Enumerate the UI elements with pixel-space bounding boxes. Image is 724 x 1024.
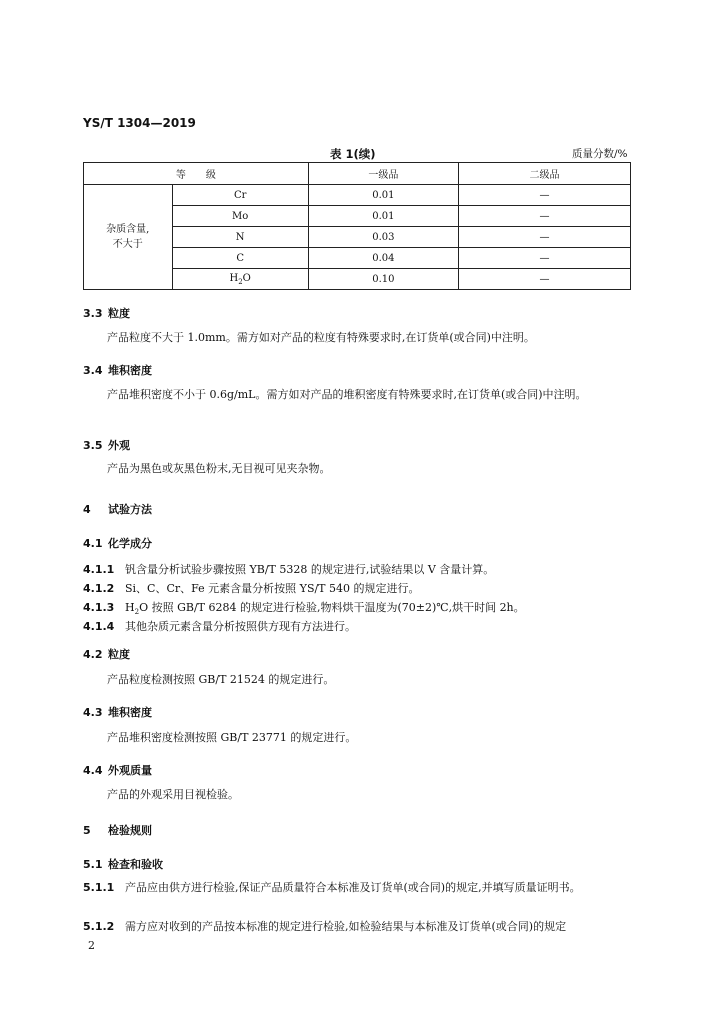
- item-4-1-1: 4.1.1 钒含量分析试验步骤按照 YB/T 5328 的规定进行,试验结果以 V 含量计算。: [83, 563, 495, 576]
- second-grade-value: —: [459, 227, 631, 248]
- section-4-2-text: 产品粒度检测按照 GB/T 21524 的规定进行。: [107, 673, 335, 686]
- second-grade-value: —: [459, 185, 631, 206]
- group-label-line1: 杂质含量,: [106, 224, 150, 235]
- page-number: 2: [88, 939, 95, 952]
- element-cell: N: [172, 227, 308, 248]
- section-4-4-text: 产品的外观采用目视检验。: [107, 788, 239, 801]
- impurity-table: [83, 162, 631, 290]
- table-header-row: [84, 163, 631, 185]
- section-4-3-text: 产品堆积密度检测按照 GB/T 23771 的规定进行。: [107, 731, 357, 744]
- section-4-heading: 4 试验方法: [83, 503, 152, 516]
- first-grade-value: 0.01: [308, 185, 458, 206]
- item-4-1-2: 4.1.2 Si、C、Cr、Fe 元素含量分析按照 YS/T 540 的规定进行。: [83, 582, 420, 595]
- header-second-grade: 二级品: [459, 163, 631, 185]
- section-3-5-text: 产品为黑色或灰黑色粉末,无目视可见夹杂物。: [107, 462, 331, 475]
- group-label: [84, 185, 173, 290]
- header-grade: 等 级: [84, 163, 309, 185]
- section-3-5-heading: 3.5 外观: [83, 439, 130, 452]
- first-grade-value: 0.04: [308, 248, 458, 269]
- first-grade-value: 0.03: [308, 227, 458, 248]
- first-grade-value: 0.10: [308, 269, 458, 290]
- section-3-3-text: 产品粒度不大于 1.0mm。需方如对产品的粒度有特殊要求时,在订货单(或合同)中注明。: [107, 331, 535, 344]
- second-grade-value: —: [459, 269, 631, 290]
- group-label-line2: 不大于: [112, 239, 143, 250]
- header-first-grade: 一级品: [308, 163, 458, 185]
- element-cell: Cr: [172, 185, 308, 206]
- first-grade-value: 0.01: [308, 206, 458, 227]
- section-3-4-text: 产品堆积密度不小于 0.6g/mL。需方如对产品的堆积密度有特殊要求时,在订货单(或合同)中注明。: [107, 388, 587, 401]
- section-4-3-heading: 4.3 堆积密度: [83, 706, 152, 719]
- section-4-1-heading: 4.1 化学成分: [83, 537, 152, 550]
- standard-id: YS/T 1304—2019: [83, 116, 196, 130]
- second-grade-value: —: [459, 206, 631, 227]
- element-cell: $H_2O$: [172, 269, 308, 290]
- section-5-1-heading: 5.1 检查和验收: [83, 858, 163, 871]
- table-caption: 表 1(续): [330, 147, 376, 161]
- table-row: [84, 185, 631, 206]
- section-3-3-heading: 3.3 粒度: [83, 307, 130, 320]
- section-3-4-heading: 3.4 堆积密度: [83, 364, 152, 377]
- section-5-heading: 5 检验规则: [83, 824, 152, 837]
- element-cell: Mo: [172, 206, 308, 227]
- item-4-1-4: 4.1.4 其他杂质元素含量分析按照供方现有方法进行。: [83, 620, 356, 633]
- item-5-1-2: 5.1.2 需方应对收到的产品按本标准的规定进行检验,如检验结果与本标准及订货单(或合同)的规定: [83, 920, 567, 933]
- section-4-4-heading: 4.4 外观质量: [83, 764, 152, 777]
- second-grade-value: —: [459, 248, 631, 269]
- section-4-2-heading: 4.2 粒度: [83, 648, 130, 661]
- item-5-1-1: 5.1.1 产品应由供方进行检验,保证产品质量符合本标准及订货单(或合同)的规定,并填写质量证明书。: [83, 881, 581, 894]
- element-cell: C: [172, 248, 308, 269]
- item-4-1-3: 4.1.3 $H_2O$ 按照 GB/T 6284 的规定进行检验,物料烘干温度为(70±2)℃,烘干时间 2h。: [83, 601, 525, 617]
- table-unit: 质量分数/%: [572, 148, 628, 160]
